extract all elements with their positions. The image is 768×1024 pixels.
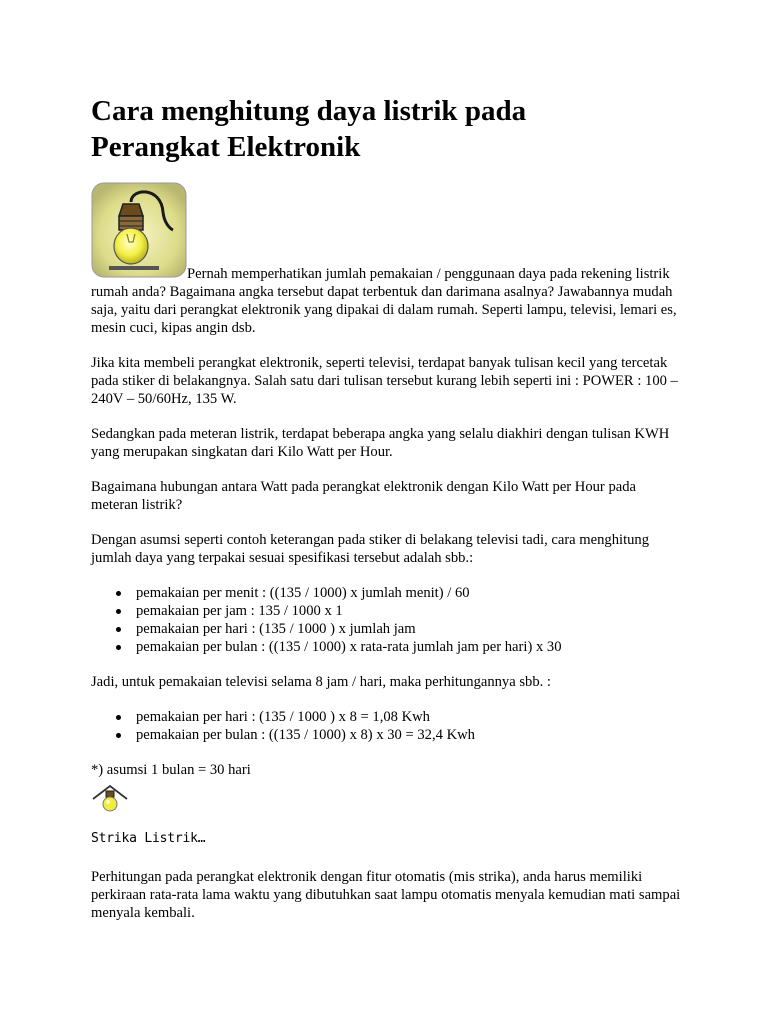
example-list <box>91 708 681 744</box>
hanging-lamp-icon <box>91 783 129 817</box>
list-item: pemakaian per menit : ((135 / 1000) x jumlah menit) / 60 <box>136 584 681 602</box>
list-item: pemakaian per bulan : ((135 / 1000) x rata-rata jumlah jam per hari) x 30 <box>136 638 681 656</box>
paragraph-calculation-intro: Dengan asumsi seperti contoh keterangan pada stiker di belakang televisi tadi, cara menghitung jumlah daya yang terpakai sesuai spesifikasi tersebut adalah sbb.: <box>91 532 650 566</box>
list-item: pemakaian per bulan : ((135 / 1000) x 8) x 30 = 32,4 Kwh <box>136 726 681 744</box>
light-bulb-icon <box>91 182 187 278</box>
paragraph-question: Bagaimana hubungan antara Watt pada perangkat elektronik dengan Kilo Watt per Hour pada meteran listrik? <box>91 479 636 513</box>
paragraph-kwh-meter: Sedangkan pada meteran listrik, terdapat beberapa angka yang selalu diakhiri dengan tulisan KWH yang merupakan singkatan dari Kilo Watt per Hour. <box>91 426 670 460</box>
section-heading: Strika Listrik… <box>91 831 206 846</box>
list-item: pemakaian per hari : (135 / 1000 ) x 8 = 1,08 Kwh <box>136 708 681 726</box>
paragraph-power-label: Jika kita membeli perangkat elektronik, seperti televisi, terdapat banyak tulisan kecil yang tercetak pada stiker di belakangnya. Salah satu dari tulisan tersebut kurang lebih seperti ini : POWER : 100 – 240V – 50/60Hz, 135 W. <box>91 355 678 407</box>
paragraph-iron: Perhitungan pada perangkat elektronik dengan fitur otomatis (mis strika), anda harus memiliki perkiraan rata-rata lama waktu yang dibutuhkan saat lampu otomatis menyala kemudian mati sampai menyala kembali. <box>91 869 681 921</box>
formula-list <box>91 584 681 656</box>
paragraph-example: Jadi, untuk pemakaian televisi selama 8 jam / hari, maka perhitungannya sbb. : <box>91 674 551 690</box>
assumption-note: *) asumsi 1 bulan = 30 hari <box>91 762 251 778</box>
list-item: pemakaian per jam : 135 / 1000 x 1 <box>136 602 681 620</box>
list-item: pemakaian per hari : (135 / 1000 ) x jumlah jam <box>136 620 681 638</box>
article-body <box>91 93 681 922</box>
intro-paragraph: Pernah memperhatikan jumlah pemakaian / penggunaan daya pada rekening listrik rumah anda? Bagaimana angka tersebut dapat terbentuk dan darimana asalnya? Jawabannya mudah saja, yaitu dari perangkat elektronik yang dipakai di dalam rumah. Seperti lampu, televisi, lemari es, mesin cuci, kipas angin dsb. <box>91 182 681 337</box>
page-title: Cara menghitung daya listrik pada Perangkat Elektronik <box>91 95 527 163</box>
